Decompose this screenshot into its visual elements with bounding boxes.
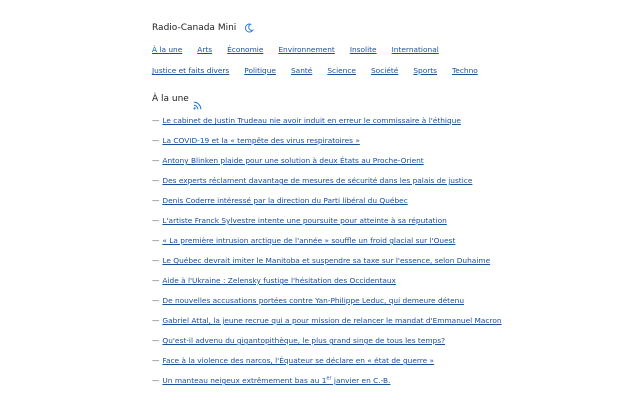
list-item: — Face à la violence des narcos, l'Équateur se déclare en « état de guerre »	[152, 356, 435, 365]
list-item: — « La première intrusion arctique de l'année » souffle un froid glacial sur l'Ouest	[152, 236, 456, 245]
nav-link-justice[interactable]: Justice et faits divers	[152, 66, 230, 75]
article-link[interactable]: Denis Coderre intéressé par la direction du Parti libéral du Québec	[162, 196, 408, 205]
list-item: — Un manteau neigeux extrêmement bas au 1er janvier en C.-B.	[152, 375, 391, 385]
category-nav-row-2	[152, 65, 493, 77]
nav-link-sante[interactable]: Santé	[290, 66, 313, 75]
article-link[interactable]	[162, 376, 390, 385]
category-nav-row-1	[152, 44, 454, 56]
article-link[interactable]: Qu'est-il advenu du gigantopithèque, le plus grand singe de tous les temps?	[162, 336, 446, 345]
site-header	[152, 21, 255, 35]
article-link[interactable]: « La première intrusion arctique de l'année » souffle un froid glacial sur l'Ouest	[162, 236, 456, 245]
article-link[interactable]: Face à la violence des narcos, l'Équateur se déclare en « état de guerre »	[162, 356, 435, 365]
article-link[interactable]: Antony Blinken plaide pour une solution à deux États au Proche-Orient	[162, 156, 424, 165]
article-text-part: Un manteau neigeux extrêmement bas au 1	[162, 376, 327, 385]
article-link[interactable]: Le cabinet de Justin Trudeau nie avoir induit en erreur le commissaire à l'éthique	[162, 116, 461, 125]
nav-link-environnement[interactable]: Environnement	[278, 45, 335, 54]
nav-link-sports[interactable]: Sports	[413, 66, 438, 75]
article-link[interactable]: L'artiste Franck Sylvestre intente une poursuite pour atteinte à sa réputation	[162, 216, 447, 225]
article-text-part: janvier en C.-B.	[331, 376, 391, 385]
list-item: — De nouvelles accusations portées contre Yan-Philippe Leduc, qui demeure détenu	[152, 296, 464, 305]
list-item: — L'artiste Franck Sylvestre intente une poursuite pour atteinte à sa réputation	[152, 216, 447, 225]
article-list	[152, 115, 502, 395]
nav-link-international[interactable]: International	[391, 45, 439, 54]
article-link[interactable]: La COVID-19 et la « tempête des virus respiratoires »	[162, 136, 360, 145]
article-link[interactable]: De nouvelles accusations portées contre Yan-Philippe Leduc, qui demeure détenu	[162, 296, 464, 305]
list-item: — Des experts réclament davantage de mesures de sécurité dans les palais de justice	[152, 176, 473, 185]
nav-link-a-la-une[interactable]: À la une	[152, 45, 183, 54]
section-heading	[152, 92, 202, 106]
list-item: — Le cabinet de Justin Trudeau nie avoir induit en erreur le commissaire à l'éthique	[152, 116, 461, 125]
ordinal-suffix: er	[326, 375, 332, 382]
moon-icon[interactable]	[243, 22, 255, 34]
article-link[interactable]: Gabriel Attal, la jeune recrue qui a pour mission de relancer le mandat d'Emmanuel Macron	[162, 316, 502, 325]
rss-icon[interactable]	[193, 95, 202, 104]
section-title: À la une	[152, 94, 189, 104]
nav-link-politique[interactable]: Politique	[244, 66, 276, 75]
list-item: — Denis Coderre intéressé par la direction du Parti libéral du Québec	[152, 196, 408, 205]
article-link[interactable]: Le Québec devrait imiter le Manitoba et suspendre sa taxe sur l'essence, selon Duhaime	[162, 256, 491, 265]
nav-link-techno[interactable]: Techno	[452, 66, 478, 75]
nav-link-science[interactable]: Science	[327, 66, 356, 75]
list-item: — Gabriel Attal, la jeune recrue qui a pour mission de relancer le mandat d'Emmanuel Macron	[152, 316, 502, 325]
list-item: — Antony Blinken plaide pour une solution à deux États au Proche-Orient	[152, 156, 424, 165]
site-title: Radio-Canada Mini	[152, 23, 237, 33]
nav-link-arts[interactable]: Arts	[197, 45, 213, 54]
list-item: — Qu'est-il advenu du gigantopithèque, le plus grand singe de tous les temps?	[152, 336, 446, 345]
article-link[interactable]: Des experts réclament davantage de mesures de sécurité dans les palais de justice	[162, 176, 473, 185]
list-item: — Le Québec devrait imiter le Manitoba et suspendre sa taxe sur l'essence, selon Duhaime	[152, 256, 491, 265]
nav-link-societe[interactable]: Société	[370, 66, 399, 75]
list-item: — La COVID-19 et la « tempête des virus respiratoires »	[152, 136, 360, 145]
nav-link-economie[interactable]: Économie	[227, 45, 264, 54]
list-item: — Aide à l'Ukraine : Zelensky fustige l'hésitation des Occidentaux	[152, 276, 396, 285]
article-link[interactable]: Aide à l'Ukraine : Zelensky fustige l'hésitation des Occidentaux	[162, 276, 396, 285]
nav-link-insolite[interactable]: Insolite	[349, 45, 377, 54]
